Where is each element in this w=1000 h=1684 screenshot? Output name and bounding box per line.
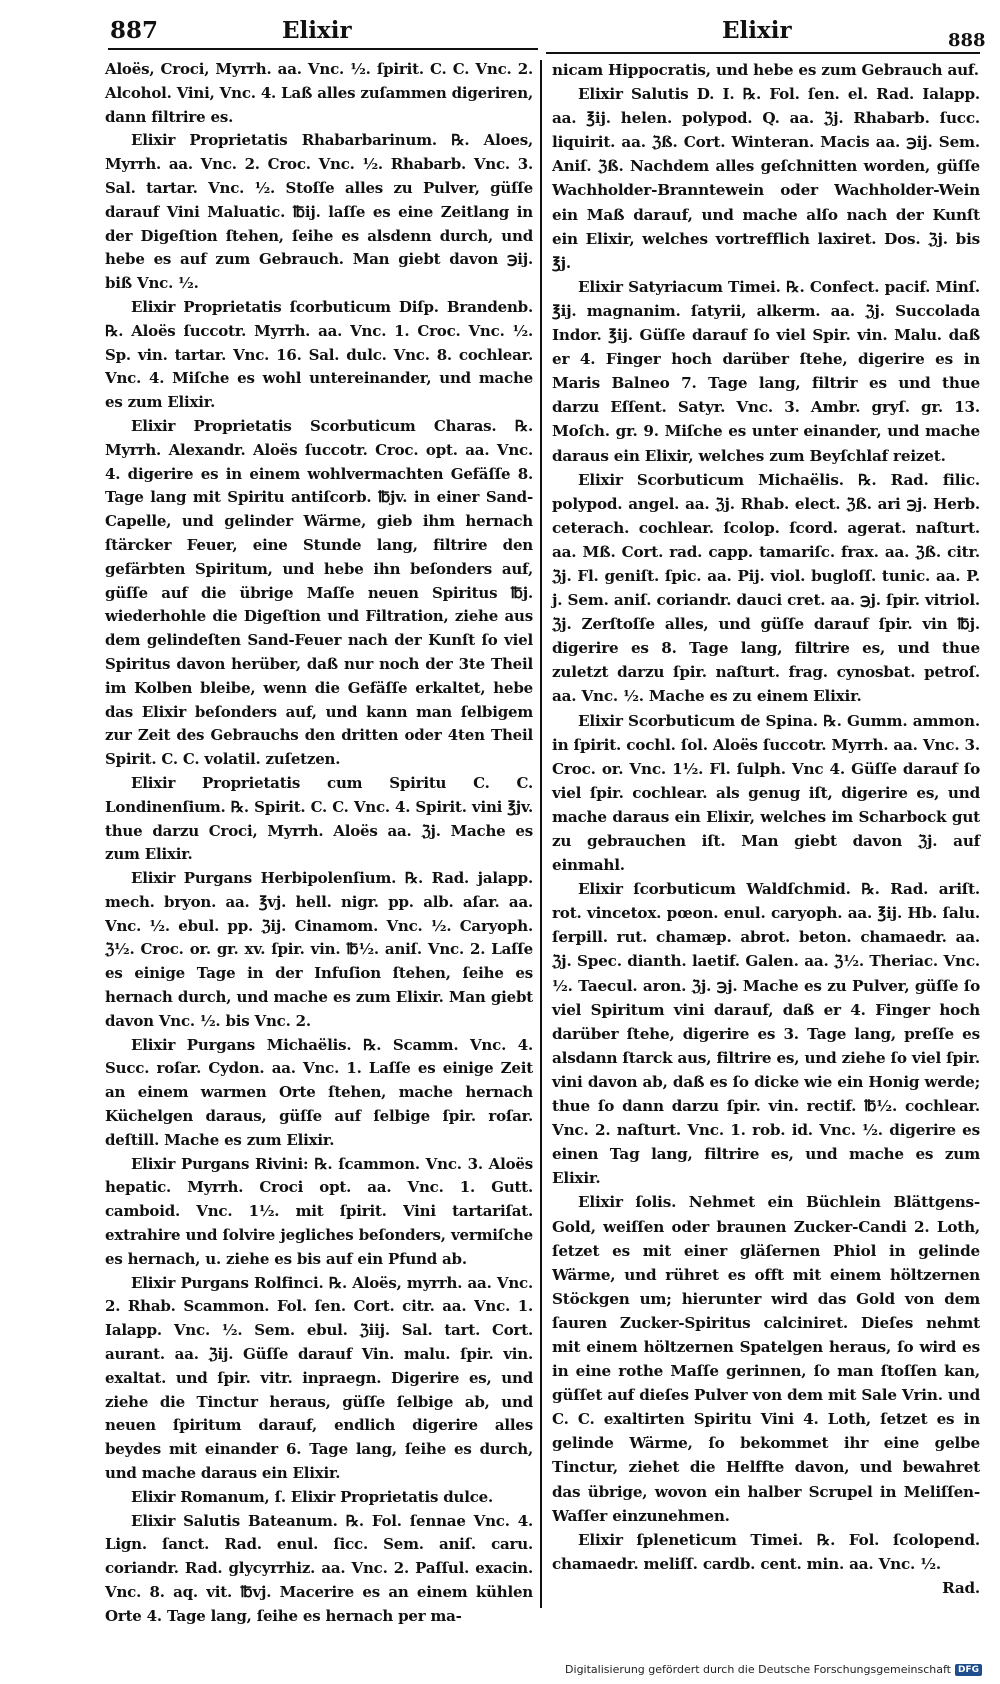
- credit-text: Digitalisierung gefördert durch die Deutsche Forschungsgemeinschaft: [565, 1663, 951, 1676]
- left-text-column: [105, 58, 533, 1629]
- elixir-entry: Elixir Proprietatis ſcorbuticum Diſp. Brandenb. ℞. Aloës ſuccotr. Myrrh. aa. Vnc. 1. Croc. Vnc. ½. Sp. vin. tartar. Vnc. 16. Sal. dulc. Vnc. 8. cochlear. Vnc. 4. Miſche es wohl untereinander, und mache es zum Elixir.: [105, 297, 533, 412]
- continued-paragraph: nicam Hippocratis, und hebe es zum Gebrauch auf.: [552, 61, 979, 79]
- left-header-rule: [108, 48, 538, 50]
- elixir-entry: Elixir Purgans Michaëlis. ℞. Scamm. Vnc. 4. Succ. roſar. Cydon. aa. Vnc. 1. Laſſe es einige Zeit an einem warmen Orte ſtehen, mache hernach Küchelgen daraus, güſſe auf ſelbige ſpir. roſar. deſtill. Mache es zum Elixir.: [105, 1035, 533, 1149]
- elixir-entry: Elixir Romanum, ſ. Elixir Proprietatis dulce.: [131, 1487, 494, 1506]
- catchword: Rad.: [942, 1578, 980, 1597]
- elixir-entry: Elixir Scorbuticum de Spina. ℞. Gumm. ammon. in ſpirit. cochl. ſol. Aloës ſuccotr. Myrrh. aa. Vnc. 3. Croc. or. Vnc. 1½. Fl. ſulph. Vnc 4. Güſſe darauf ſo viel ſpir. cochlear. als genug iſt, digerire es, und mache daraus ein Elixir, welches im Scharbock gut zu gebrauchen iſt. Man giebt davon ℨj. auf einmahl.: [552, 711, 980, 875]
- column-divider: [540, 60, 542, 1608]
- elixir-entry: Elixir Salutis Bateanum. ℞. Fol. ſennae Vnc. 4. Lign. ſanct. Rad. enul. ſicc. Sem. aniſ. caru. coriandr. Rad. glycyrrhiz. aa. Vnc. 2. Paſſul. exacin. Vnc. 8. aq. vit. ℔vj. Macerire es an einem kühlen Orte 4. Tage lang, ſeihe es hernach per ma-: [105, 1511, 533, 1625]
- elixir-entry: Elixir Purgans Herbipolenſium. ℞. Rad. jalapp. mech. bryon. aa. ℥vj. hell. nigr. pp. alb. aſar. aa. Vnc. ½. ebul. pp. ℨij. Cinamom. Vnc. ½. Caryoph. ℨ½. Croc. or. gr. xv. ſpir. vin. ℔½. aniſ. Vnc. 2. Laſſe es einige Tage in der Infuſion ſtehen, ſeihe es hernach durch, und mache es zum Elixir. Man giebt davon Vnc. ½. bis Vnc. 2.: [105, 869, 533, 1030]
- right-page-number: 888: [948, 30, 986, 51]
- left-page-number: 887: [110, 17, 159, 44]
- elixir-entry: Elixir ſolis. Nehmet ein Büchlein Blättgens-Gold, weiſſen oder braunen Zucker-Candi 2. Loth, ſetzet es mit einer gläſernen Phiol in gelinde Wärme, und rühret es offt mit einem höltzernen Stöckgen um; hierunter wird das Gold von dem ſauren Zucker-Spiritus calciniret. Dieſes nehmt mit einem höltzernen Spatelgen heraus, ſo wird es in eine rothe Maſſe gerinnen, ſo man ſtoſſen kan, güſſet auf dieſes Pulver von dem mit Sale Vrin. und C. C. exaltirten Spiritu Vini 4. Loth, ſetzet es in gelinde Wärme, ſo bekommet ihr eine gelbe Tinctur, ziehet die Helffte davon, und bewahret das übrige, wovon ein halber Scrupel in Meliſſen-Waſſer einzunehmen.: [552, 1193, 980, 1525]
- right-running-title: Elixir: [722, 17, 792, 44]
- continued-paragraph: Aloës, Croci, Myrrh. aa. Vnc. ½. ſpirit. C. C. Vnc. 2. Alcohol. Vini, Vnc. 4. Laß alles zuſammen digeriren, dann filtrire es.: [105, 60, 533, 126]
- elixir-entry: Elixir ſcorbuticum Waldſchmid. ℞. Rad. ariſt. rot. vincetox. pœon. enul. caryoph. aa. ℥ij. Hb. ſalu. ſerpill. rut. chamæp. abrot. beton. chamaedr. aa. ℨj. Spec. dianth. laetif. Galen. aa. ℨ½. Theriac. Vnc. ½. Taecul. aron. ℨj. ℈j. Mache es zu Pulver, güſſe ſo viel Spiritum vini darauf, daß er 4. Finger hoch darüber ſtehe, digerire es 3. Tage lang, preſſe es alsdann ſtarck aus, filtrire es, und ziehe ſo viel ſpir. vini davon ab, daß es ſo dicke wie ein Honig werde; thue ſo dann darzu ſpir. vin. rectif. ℔½. cochlear. Vnc. 2. naſturt. Vnc. 1. rob. id. Vnc. ½. digerire es einen Tag lang, filtrire es, und mache es zum Elixir.: [552, 880, 980, 1188]
- elixir-entry: Elixir Scorbuticum Michaëlis. ℞. Rad. filic. polypod. angel. aa. ℨj. Rhab. elect. ℨß. ari ℈j. Herb. ceterach. cochlear. ſcolop. ſcord. agerat. naſturt. aa. Mß. Cort. rad. capp. tamariſc. frax. aa. ℨß. citr. ℨj. Fl. geniſt. ſpic. aa. Pij. viol. bugloſſ. tunic. aa. P. j. Sem. aniſ. coriandr. dauci cret. aa. ℈j. ſpir. vitriol. ℨj. Zerſtoſſe alles, und güſſe darauf ſpir. vin ℔j. digerire es 8. Tage lang, filtrire es, und thue zuletzt darzu ſpir. naſturt. frag. cynosbat. petroſ. aa. Vnc. ½. Mache es zu einem Elixir.: [552, 470, 980, 706]
- dfg-logo: DFG: [955, 1664, 982, 1676]
- elixir-entry: Elixir Purgans Rolfinci. ℞. Aloës, myrrh. aa. Vnc. 2. Rhab. Scammon. Fol. ſen. Cort. citr. aa. Vnc. 1. Ialapp. Vnc. ½. Sem. ebul. ℨiij. Sal. tart. Cort. aurant. aa. ℨij. Güſſe darauf Vin. malu. ſpir. vin. exaltat. und ſpir. vitr. inpraegn. Digerire es, und ziehe die Tinctur heraus, güſſe ſelbige ab, und neuen ſpiritum darauf, endlich digerire alles beydes mit einander 6. Tage lang, ſeihe es durch, und mache daraus ein Elixir.: [105, 1273, 533, 1483]
- elixir-entry: Elixir Proprietatis Rhabarbarinum. ℞. Aloes, Myrrh. aa. Vnc. 2. Croc. Vnc. ½. Rhabarb. Vnc. 3. Sal. tartar. Vnc. ½. Stoſſe alles zu Pulver, güſſe darauf Vini Maluatic. ℔ij. laſſe es eine Zeitlang in der Digeſtion ſtehen, ſeihe es alsdenn durch, und hebe es auf zum Gebrauch. Man giebt davon ℈ij. biß Vnc. ½.: [105, 131, 533, 293]
- elixir-entry: Elixir ſpleneticum Timei. ℞. Fol. ſcolopend. chamaedr. meliſſ. cardb. cent. min. aa. Vnc. ½.: [552, 1530, 980, 1573]
- right-text-column: [552, 58, 980, 1600]
- elixir-entry: Elixir Salutis D. I. ℞. Fol. ſen. el. Rad. Ialapp. aa. ℥ij. helen. polypod. Q. aa. ℨj. Rhabarb. ſucc. liquirit. aa. ℨß. Cort. Winteran. Macis aa. ℈ij. Sem. Aniſ. ℨß. Nachdem alles geſchnitten worden, güſſe Wachholder-Branntewein oder Wachholder-Wein ein Maß darauf, und mache alſo nach der Kunſt ein Elixir, welches vortrefflich laxiret. Dos. ℨj. bis ℥j.: [552, 85, 980, 272]
- left-running-title: Elixir: [282, 17, 352, 44]
- elixir-entry: Elixir Satyriacum Timei. ℞. Confect. pacif. Minſ. ℥ij. magnanim. ſatyrii, alkerm. aa. ℨj. Succolada Indor. ℥ij. Güſſe darauf ſo viel Spir. vin. Malu. daß er 4. Finger hoch darüber ſtehe, digerire es in Maris Balneo 7. Tage lang, filtrir es und thue darzu Eſſent. Satyr. Vnc. 3. Ambr. gryſ. gr. 13. Moſch. gr. 9. Miſche es unter einander, und mache daraus ein Elixir, welches zum Beyſchlaf reizet.: [552, 277, 980, 465]
- elixir-entry: Elixir Proprietatis Scorbuticum Charas. ℞. Myrrh. Alexandr. Aloës ſuccotr. Croc. opt. aa. Vnc. 4. digerire es in einem wohlvermachten Gefäſſe 8. Tage lang mit Spiritu antiſcorb. ℔jv. in einer Sand-Capelle, und gelinder Wärme, gieb ihm hernach ſtärcker Feuer, eine Stunde lang, filtrire den gefärbten Spiritum, und hebe ihn beſonders auf, güſſe auf die übrige Maſſe neuen Spiritus ℔j. wiederhohle die Digeſtion und Filtration, ziehe aus dem gelindeſten Sand-Feuer nach der Kunſt ſo viel Spiritus davon herüber, daß nur noch der 3te Theil im Kolben bleibe, wenn die Gefäſſe erkaltet, hebe das Elixir beſonders auf, und kann man ſelbigem zur Zeit des Gebrauchs den dritten oder 4ten Theil Spirit. C. C. volatil. zuſetzen.: [105, 416, 533, 769]
- right-header-rule: [546, 52, 980, 54]
- elixir-entry: Elixir Proprietatis cum Spiritu C. C. Londinenſium. ℞. Spirit. C. C. Vnc. 4. Spirit. vini ℥jv. thue darzu Croci, Myrrh. Aloës aa. ℨj. Mache es zum Elixir.: [105, 773, 533, 864]
- digitization-credit: [565, 1663, 982, 1676]
- elixir-entry: Elixir Purgans Rivini: ℞. ſcammon. Vnc. 3. Aloës hepatic. Myrrh. Croci opt. aa. Vnc. 1. Gutt. camboid. Vnc. 1½. mit ſpirit. Vini tartariſat. extrahire und ſolvire jegliches beſonders, vermiſche es hernach, u. ziehe es bis auf ein Pfund ab.: [105, 1154, 533, 1268]
